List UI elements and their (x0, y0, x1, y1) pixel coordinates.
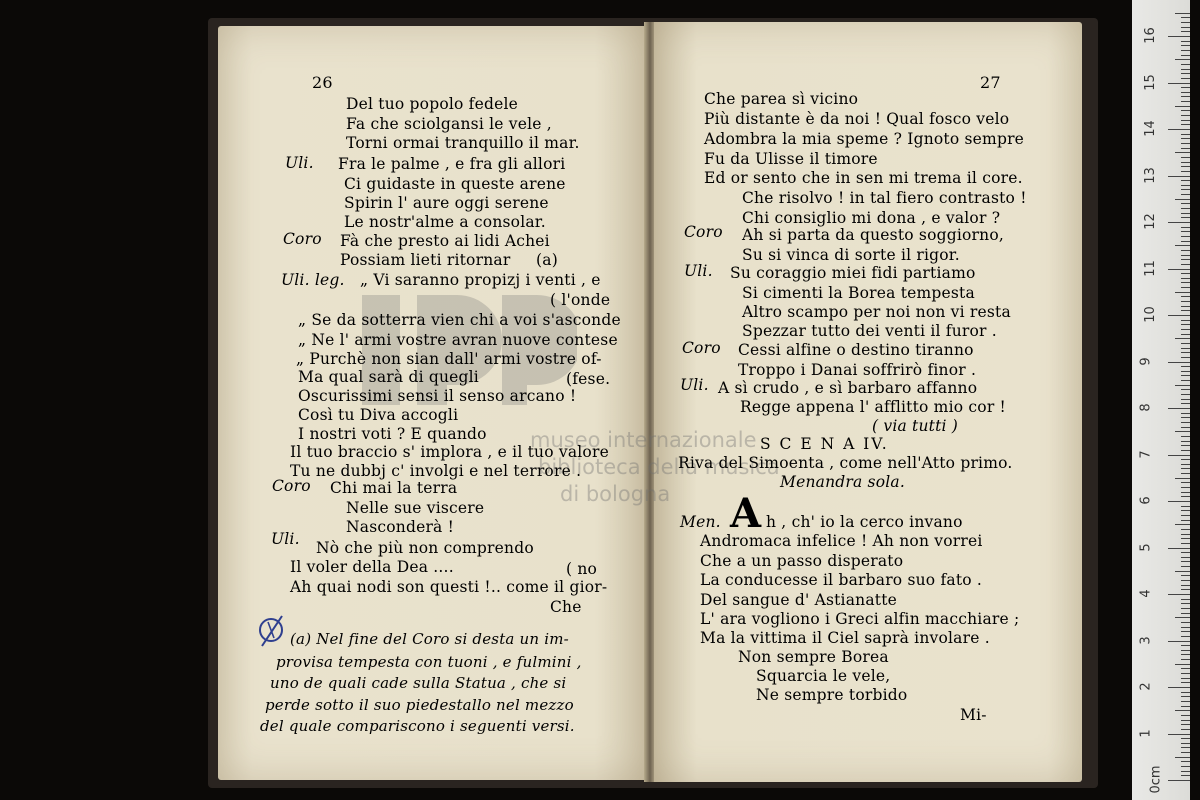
ruler-tick (1181, 673, 1190, 674)
ruler-tick (1181, 627, 1190, 628)
left-catchword: Che (550, 598, 582, 616)
ruler-tick (1181, 534, 1190, 535)
scene-character: Menandra sola. (780, 473, 905, 491)
right-line: h , ch' io la cerco invano (766, 513, 963, 531)
ruler-tick (1181, 496, 1190, 497)
left-line: „ Se da sotterra vien chi a voi s'asconde (298, 311, 621, 329)
ruler-number: 3 (1138, 635, 1154, 645)
ruler-number: 5 (1138, 542, 1154, 552)
ruler-tick (1181, 682, 1190, 683)
ruler-tick (1181, 766, 1190, 767)
ruler-number: 0cm (1148, 765, 1164, 794)
ruler-tick (1181, 427, 1190, 428)
left-line: Le nostr'alme a consolar. (344, 213, 546, 231)
left-line: Ci guidaste in queste arene (344, 175, 566, 193)
ruler-tick (1181, 273, 1190, 274)
ruler-tick (1181, 515, 1190, 516)
ruler-tick (1168, 455, 1190, 456)
ruler-tick (1175, 478, 1190, 479)
ruler-tick (1181, 162, 1190, 163)
ruler-tick (1181, 650, 1190, 651)
ruler-tick (1181, 645, 1190, 646)
left-speaker: Coro (283, 230, 322, 248)
ruler-tick (1168, 548, 1190, 549)
right-speaker: Men. (680, 513, 721, 531)
ruler-tick (1181, 450, 1190, 451)
ruler-tick (1181, 482, 1190, 483)
ruler-tick (1181, 329, 1190, 330)
ruler-tick (1168, 734, 1190, 735)
ruler-tick (1181, 599, 1190, 600)
ruler-tick (1168, 594, 1190, 595)
ruler-number: 10 (1142, 306, 1158, 323)
ruler-tick (1181, 134, 1190, 135)
ruler-tick (1181, 468, 1190, 469)
right-line: Squarcia le vele, (756, 667, 891, 685)
ruler-number: 13 (1142, 166, 1158, 184)
left-line: Torni ormai tranquillo il mar. (346, 134, 580, 152)
ruler-tick (1181, 157, 1190, 158)
ruler-tick (1181, 287, 1190, 288)
ruler-tick (1168, 362, 1190, 363)
ruler-tick (1181, 250, 1190, 251)
left-page-number: 26 (312, 73, 333, 92)
ruler-number: 1 (1138, 728, 1154, 738)
ruler-tick (1181, 143, 1190, 144)
ruler-tick (1168, 176, 1190, 177)
ruler-tick (1181, 659, 1190, 660)
ruler-tick (1181, 241, 1190, 242)
ruler-tick (1181, 227, 1190, 228)
right-line: Del sangue d' Astianatte (700, 591, 898, 609)
ruler-tick (1181, 529, 1190, 530)
right-line: Che risolvo ! in tal fiero contrasto ! (742, 189, 1027, 207)
right-line: Ma la vittima il Ciel saprà involare . (700, 629, 990, 647)
right-line: Non sempre Borea (738, 648, 889, 666)
left-line: Fra le palme , e fra gli allori (338, 155, 566, 173)
ruler-tick (1181, 464, 1190, 465)
right-speaker: Coro (682, 339, 721, 357)
ruler-tick (1181, 282, 1190, 283)
ruler-tick (1181, 115, 1190, 116)
ruler-tick (1181, 459, 1190, 460)
right-line: La conducesse il barbaro suo fato . (700, 571, 983, 589)
left-line: Oscurissimi sensi il senso arcano ! (298, 387, 577, 405)
ruler-tick (1168, 501, 1190, 502)
ruler-tick (1168, 315, 1190, 316)
ruler-tick (1175, 571, 1190, 572)
ruler-tick (1181, 701, 1190, 702)
ruler-tick (1181, 492, 1190, 493)
right-page-number: 27 (980, 73, 1001, 92)
ruler-tick (1181, 375, 1190, 376)
ruler-tick (1181, 357, 1190, 358)
left-line: Così tu Diva accogli (298, 406, 459, 424)
ruler-tick (1181, 380, 1190, 381)
ruler-tick (1181, 724, 1190, 725)
ruler-tick (1181, 296, 1190, 297)
right-line: L' ara vogliono i Greci alfin macchiare ; (700, 610, 1020, 628)
ruler-tick (1181, 738, 1190, 739)
ruler-number: 12 (1142, 213, 1158, 230)
ruler-tick (1181, 171, 1190, 172)
ruler-tick (1181, 31, 1190, 32)
ruler-tick (1181, 747, 1190, 748)
ruler-tick (1175, 338, 1190, 339)
ruler-tick (1181, 417, 1190, 418)
ruler-tick (1181, 27, 1190, 28)
ruler-tick (1181, 729, 1190, 730)
right-line: Chi consiglio mi dona , e valor ? (742, 209, 1001, 227)
watermark-line-1: museo internazionale (530, 428, 757, 452)
ruler-tick (1181, 64, 1190, 65)
ruler-tick (1181, 538, 1190, 539)
left-line: Spirin l' aure oggi serene (344, 194, 549, 212)
left-speaker: Uli. (285, 154, 314, 172)
ruler-tick (1181, 343, 1190, 344)
ruler-tick (1181, 22, 1190, 23)
right-line: Adombra la mia speme ? Ignoto sempre (704, 130, 1025, 148)
ruler-number: 7 (1138, 449, 1154, 459)
ruler-tick (1181, 87, 1190, 88)
left-line: Fa che sciolgansi le vele , (346, 115, 552, 133)
ruler-tick (1175, 106, 1190, 107)
ruler-tick (1168, 780, 1190, 781)
ruler-tick (1181, 96, 1190, 97)
ruler-tick (1181, 352, 1190, 353)
ruler-number: 11 (1142, 259, 1158, 277)
ruler-tick (1181, 17, 1190, 18)
left-line: „ Vi saranno propizj i venti , e (360, 271, 601, 289)
ruler-tick (1181, 101, 1190, 102)
right-line: Ed or sento che in sen mi trema il core. (704, 169, 1023, 187)
right-catchword: Mi- (960, 706, 987, 724)
ruler-tick (1181, 264, 1190, 265)
left-line: I nostri voti ? E quando (298, 425, 487, 443)
ruler-tick (1168, 687, 1190, 688)
ruler-tick (1181, 543, 1190, 544)
ruler-tick (1175, 757, 1190, 758)
ruler-tick (1181, 506, 1190, 507)
ruler-tick (1181, 752, 1190, 753)
ruler-number: 15 (1142, 73, 1158, 91)
ruler-tick (1181, 761, 1190, 762)
scene-setting: Riva del Simoenta , come nell'Atto primo. (678, 454, 1013, 472)
ruler-tick (1175, 59, 1190, 60)
left-line: Il tuo braccio s' implora , e il tuo valore (290, 443, 609, 461)
ruler-tick (1181, 320, 1190, 321)
ruler-tick (1181, 715, 1190, 716)
ruler-tick (1181, 585, 1190, 586)
ruler-tick (1181, 654, 1190, 655)
ruler-tick (1181, 189, 1190, 190)
ruler-tick (1181, 306, 1190, 307)
ruler-tick (1181, 771, 1190, 772)
ruler-tick (1181, 259, 1190, 260)
ruler-tick (1175, 292, 1190, 293)
right-speaker: Uli. (680, 376, 709, 394)
right-line: Si cimenti la Borea tempesta (742, 284, 975, 302)
ruler-tick (1181, 138, 1190, 139)
ruler-tick (1181, 194, 1190, 195)
ruler-tick (1181, 166, 1190, 167)
ruler-tick (1181, 603, 1190, 604)
ruler-tick (1175, 617, 1190, 618)
ruler-tick (1181, 348, 1190, 349)
ruler-tick (1181, 73, 1190, 74)
ruler-tick (1181, 185, 1190, 186)
ruler-tick (1181, 236, 1190, 237)
watermark-line-2: biblioteca della musica (538, 455, 780, 479)
ruler-tick (1181, 580, 1190, 581)
ruler-tick (1175, 385, 1190, 386)
footnote-line: provisa tempesta con tuoni , e fulmini , (276, 653, 582, 671)
right-line: Regge appena l' afflitto mio cor ! (740, 398, 1006, 416)
ruler-tick (1181, 561, 1190, 562)
ruler-tick (1181, 324, 1190, 325)
stage-direction: ( via tutti ) (872, 417, 959, 435)
ink-stamp-mark (256, 612, 290, 652)
right-line: A sì crudo , e sì barbaro affanno (718, 379, 978, 397)
ruler-tick (1175, 245, 1190, 246)
left-line: Ah quai nodi son questi !.. come il gior- (290, 578, 608, 596)
ruler-tick (1181, 775, 1190, 776)
left-line: ( no (566, 560, 598, 578)
right-line: Altro scampo per noi non vi resta (742, 303, 1011, 321)
ruler-tick (1181, 334, 1190, 335)
ruler-tick (1181, 487, 1190, 488)
ruler-tick (1175, 152, 1190, 153)
ruler-tick (1181, 720, 1190, 721)
ruler-tick (1181, 180, 1190, 181)
ruler-tick (1181, 208, 1190, 209)
left-line: Ma qual sarà di quegli (298, 368, 479, 386)
ruler-tick (1181, 45, 1190, 46)
ruler-tick (1181, 389, 1190, 390)
right-line: Che parea sì vicino (704, 90, 859, 108)
ruler-tick (1181, 203, 1190, 204)
ruler-tick (1181, 255, 1190, 256)
ruler-tick (1168, 36, 1190, 37)
right-line: Troppo i Danai soffrirò finor . (738, 361, 977, 379)
right-line: Fu da Ulisse il timore (704, 150, 878, 168)
right-speaker: Coro (684, 223, 723, 241)
ruler-tick (1181, 371, 1190, 372)
ruler-tick (1181, 566, 1190, 567)
right-line: Andromaca infelice ! Ah non vorrei (700, 532, 983, 550)
ruler-tick (1181, 78, 1190, 79)
ruler-tick (1175, 524, 1190, 525)
left-line: Tu ne dubbj c' involgi e nel terrore . (290, 462, 582, 480)
ruler-tick (1168, 129, 1190, 130)
right-line: Cessi alfine o destino tiranno (738, 341, 974, 359)
ruler-tick (1181, 41, 1190, 42)
left-line: Fà che presto ai lidi Achei (340, 232, 550, 250)
left-speaker: Uli. leg. (281, 271, 345, 289)
ruler-tick (1181, 520, 1190, 521)
ruler-tick (1175, 664, 1190, 665)
right-line: Più distante è da noi ! Qual fosco velo (704, 110, 1010, 128)
ruler-tick (1181, 422, 1190, 423)
ruler-tick (1181, 473, 1190, 474)
right-line: Ne sempre torbido (756, 686, 908, 704)
left-line: Nasconderà ! (346, 518, 455, 536)
right-line: Spezzar tutto dei venti il furor . (742, 322, 997, 340)
ruler-tick (1181, 366, 1190, 367)
left-line: Chi mai la terra (330, 479, 458, 497)
ruler-tick (1181, 589, 1190, 590)
ruler-tick (1181, 69, 1190, 70)
ruler-tick (1181, 510, 1190, 511)
ruler-tick (1181, 608, 1190, 609)
ruler-tick (1181, 678, 1190, 679)
ruler-tick (1181, 231, 1190, 232)
ruler-tick (1181, 692, 1190, 693)
ruler-tick (1181, 613, 1190, 614)
drop-capital: A (730, 490, 762, 537)
watermark-line-3: di bologna (560, 482, 671, 506)
right-line: Che a un passo disperato (700, 552, 904, 570)
left-line: Il voler della Dea .... (290, 558, 454, 576)
ruler-tick (1181, 399, 1190, 400)
left-note-marker: (a) (536, 251, 558, 269)
ruler-tick (1181, 445, 1190, 446)
right-line: Su si vinca di sorte il rigor. (742, 246, 960, 264)
ruler-tick (1168, 83, 1190, 84)
ruler-number: 2 (1138, 682, 1154, 691)
scene-heading: S C E N A IV. (760, 435, 889, 453)
ruler-tick (1181, 706, 1190, 707)
ruler-tick (1181, 622, 1190, 623)
ruler-tick (1181, 668, 1190, 669)
left-line: Nelle sue viscere (346, 499, 485, 517)
left-speaker: Uli. (271, 530, 300, 548)
ruler-tick (1181, 310, 1190, 311)
ruler-tick (1181, 301, 1190, 302)
ruler-tick (1168, 269, 1190, 270)
ruler-tick (1168, 408, 1190, 409)
right-line: Su coraggio miei fidi partiamo (730, 264, 976, 282)
footnote-line: del quale compariscono i seguenti versi. (260, 717, 575, 735)
ruler-tick (1181, 394, 1190, 395)
ruler-tick (1181, 217, 1190, 218)
ruler-tick (1181, 557, 1190, 558)
ruler-number: 8 (1138, 403, 1154, 412)
ruler-number: 14 (1142, 120, 1158, 137)
footnote-line: perde sotto il suo piedestallo nel mezzo (265, 696, 574, 714)
left-line: Possiam lieti ritornar (340, 251, 511, 269)
ruler-tick (1181, 55, 1190, 56)
footnote-line: (a) Nel fine del Coro si desta un im- (290, 630, 569, 648)
ruler-tick (1175, 710, 1190, 711)
ruler-tick (1181, 403, 1190, 404)
ruler-tick (1181, 636, 1190, 637)
ruler-tick (1181, 441, 1190, 442)
left-line: (fese. (566, 370, 611, 388)
ruler-tick (1181, 631, 1190, 632)
left-line: „ Purchè non sian dall' armi vostre of- (296, 350, 602, 368)
ruler-tick (1168, 641, 1190, 642)
ruler-tick (1181, 124, 1190, 125)
right-speaker: Uli. (684, 262, 713, 280)
right-line: Ah si parta da questo soggiorno, (742, 226, 1004, 244)
ruler-tick (1181, 148, 1190, 149)
ruler-tick (1181, 743, 1190, 744)
left-line: „ Ne l' armi vostre avran nuove contese (298, 331, 618, 349)
ruler-number: 9 (1138, 356, 1154, 366)
ruler-tick (1168, 222, 1190, 223)
ruler-number: 16 (1142, 27, 1158, 44)
ruler-tick (1181, 278, 1190, 279)
left-line: Nò che più non comprendo (316, 539, 534, 557)
left-speaker: Coro (272, 477, 311, 495)
ruler-tick (1181, 436, 1190, 437)
left-line: ( l'onde (550, 291, 611, 309)
ruler-tick (1181, 50, 1190, 51)
ruler-tick (1175, 431, 1190, 432)
measurement-ruler (1132, 0, 1190, 800)
ruler-tick (1181, 110, 1190, 111)
ruler-tick (1175, 13, 1190, 14)
ruler-tick (1181, 120, 1190, 121)
ruler-tick (1175, 199, 1190, 200)
ruler-tick (1181, 575, 1190, 576)
ruler-tick (1181, 552, 1190, 553)
left-line: Del tuo popolo fedele (346, 95, 519, 113)
ruler-tick (1181, 92, 1190, 93)
ruler-tick (1181, 213, 1190, 214)
ruler-tick (1181, 413, 1190, 414)
footnote-line: uno de quali cade sulla Statua , che si (270, 674, 567, 692)
ruler-number: 6 (1138, 496, 1154, 505)
ruler-number: 4 (1138, 589, 1154, 598)
ruler-tick (1181, 696, 1190, 697)
